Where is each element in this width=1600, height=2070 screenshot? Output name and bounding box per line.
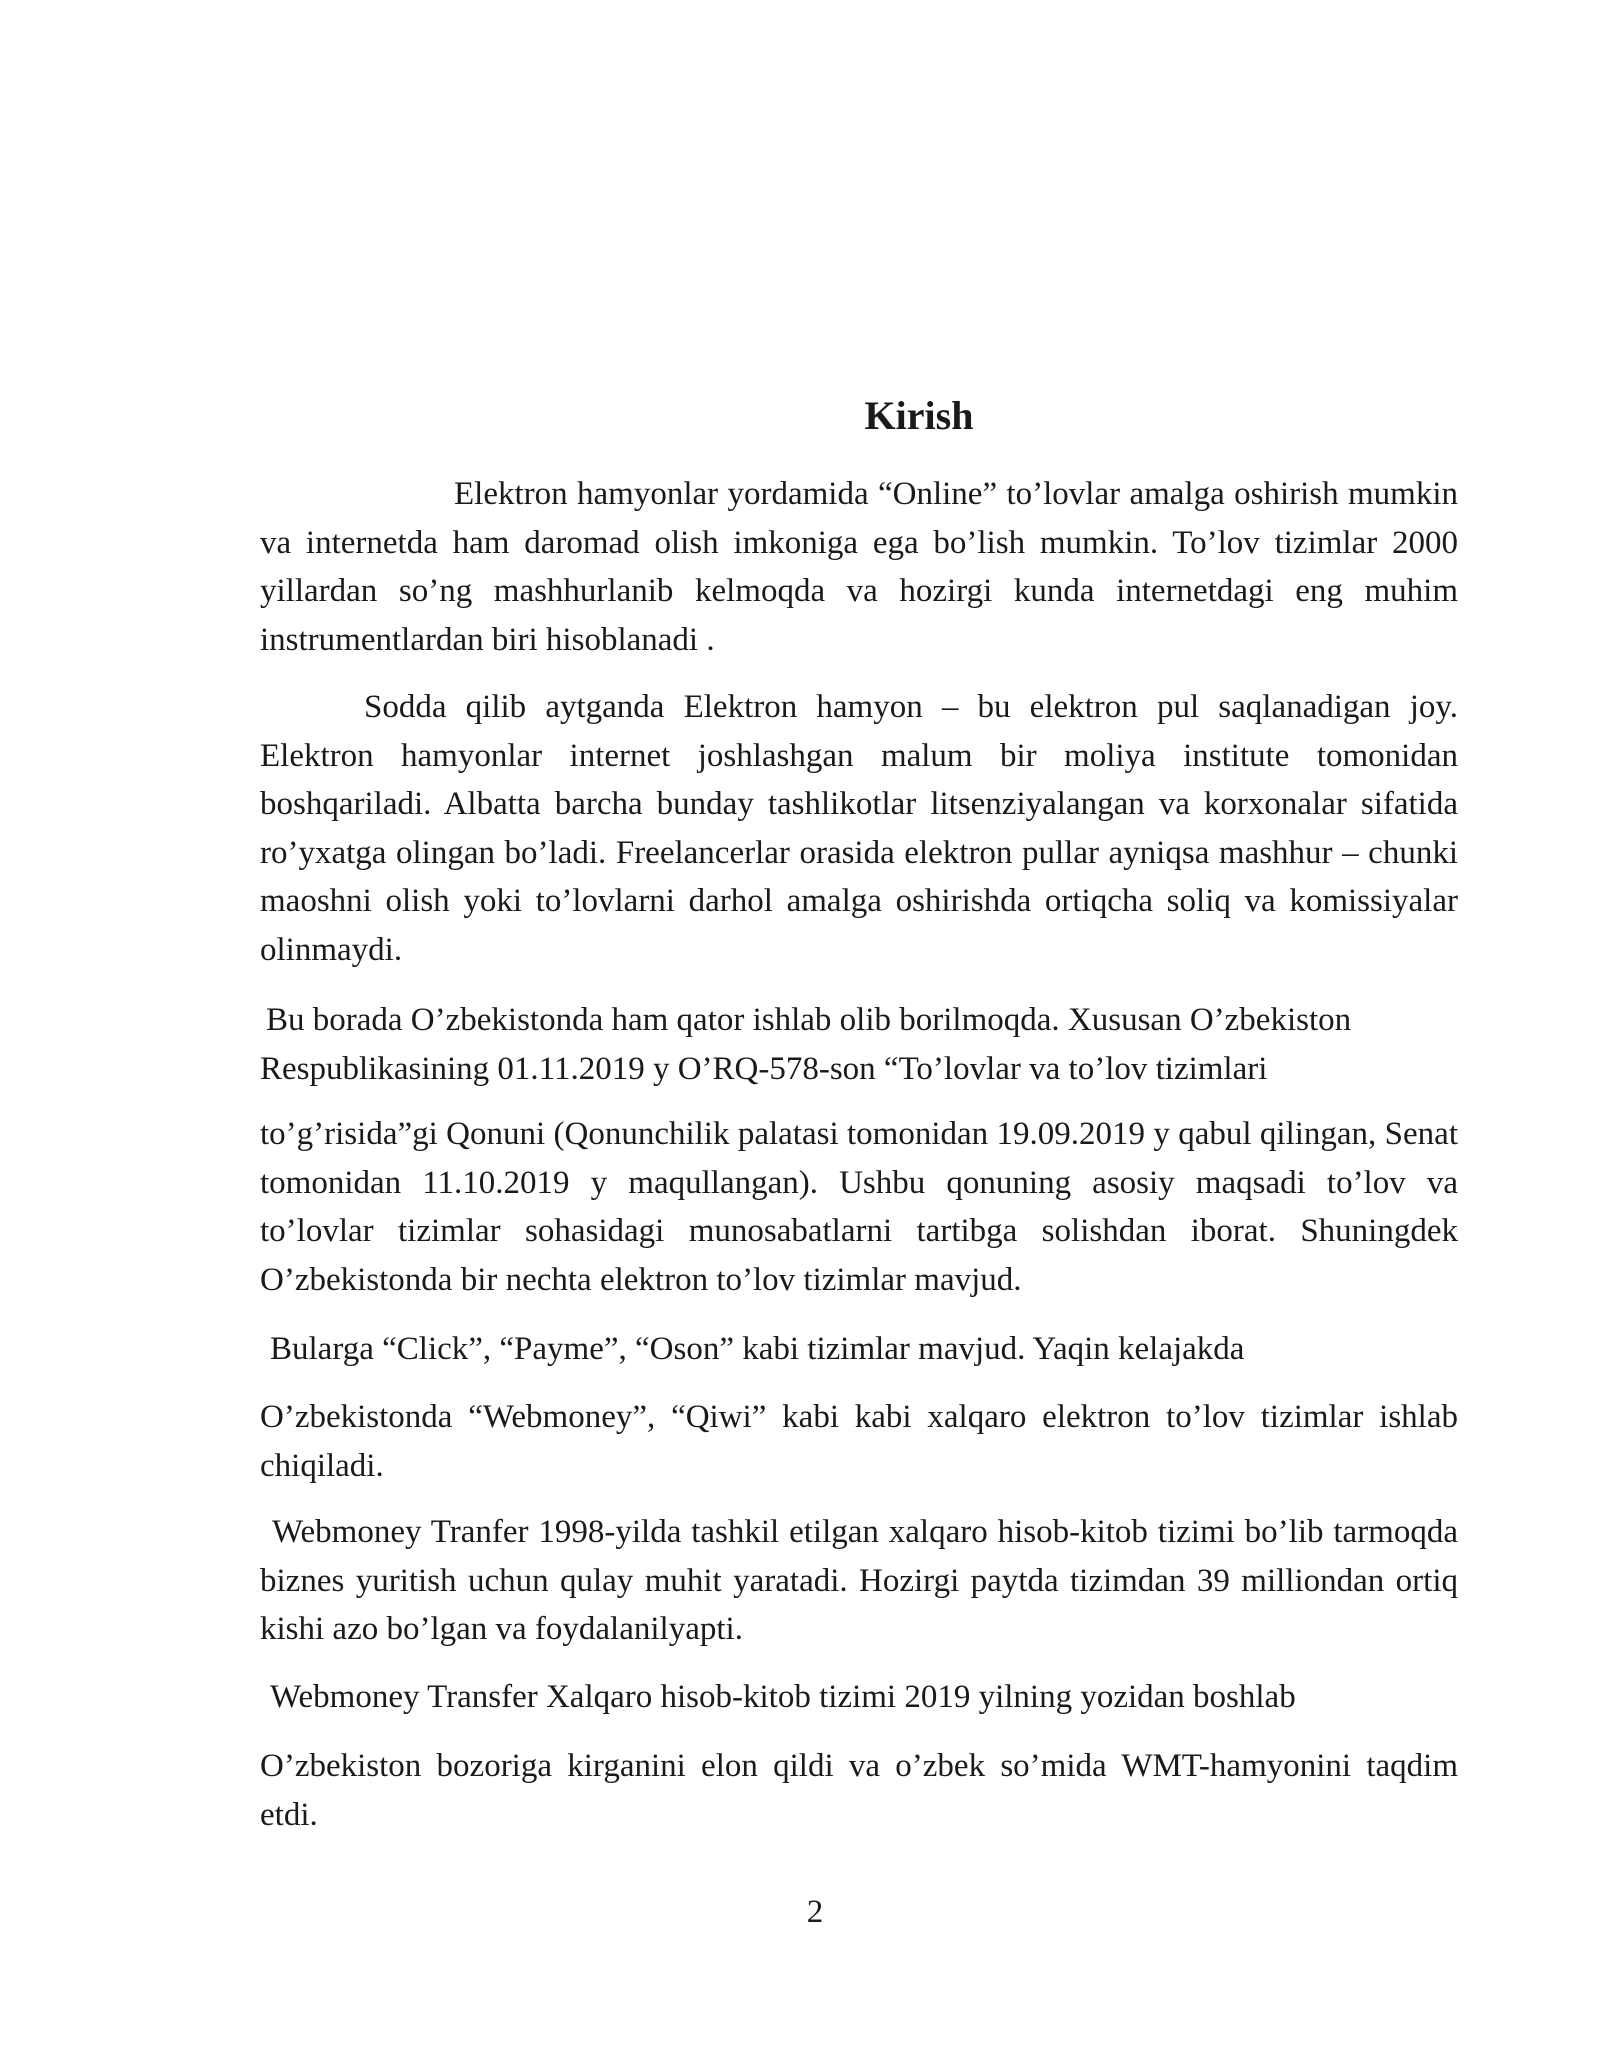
paragraph-webmoney-history: Webmoney Tranfer 1998-yilda tashkil etilgan xalqaro hisob-kitob tizimi bo’lib tarmoqda biznes yuritish uchun qulay muhit yaratadi. Hozirgi paytda tizimdan 39 milliondan ortiq kishi azo bo’lgan va foydalanilyapti. — [260, 1514, 1458, 1647]
paragraph-webmoney-uzbekistan-continued: O’zbekiston bozoriga kirganini elon qildi va o’zbek so’mida WMT-hamyonini taqdim etdi. — [260, 1748, 1458, 1833]
paragraph-intro: Elektron hamyonlar yordamida “Online” to’lovlar amalga oshirish mumkin va internetda ham daromad olish imkoniga ega bo’lish mumkin. To’lov tizimlar 2000 yillardan so’ng mashhurlanib kelmoqda va hozirgi kunda internetdagi eng muhim instrumentlardan biri hisoblanadi . — [260, 476, 1458, 658]
paragraph-uzbekistan-law-continued: to’g’risida”gi Qonuni (Qonunchilik palatasi tomonidan 19.09.2019 y qabul qilingan, Senat tomonidan 11.10.2019 y maqullangan). Ushbu qonuning asosiy maqsadi to’lov va to’lovlar tizimlar sohasidagi munosabatlarni tartibga solishdan iborat. Shuningdek O’zbekistonda bir nechta elektron to’lov tizimlar mavjud. — [260, 1116, 1458, 1298]
page-title: Kirish — [864, 393, 974, 438]
paragraph-webmoney-uzbekistan-start: Webmoney Transfer Xalqaro hisob-kitob tizimi 2019 yilning yozidan boshlab — [270, 1679, 1296, 1715]
paragraph-uzbekistan-law-start: Bu borada O’zbekistonda ham qator ishlab olib borilmoqda. Xususan O’zbekiston Respublikasining 01.11.2019 y O’RQ-578-son “To’lovlar va to’lov tizimlari — [260, 1002, 1352, 1087]
paragraph-local-systems: Bularga “Click”, “Payme”, “Oson” kabi tizimlar mavjud. Yaqin kelajakda — [270, 1331, 1245, 1367]
paragraph-international-systems: O’zbekistonda “Webmoney”, “Qiwi” kabi kabi xalqaro elektron to’lov tizimlar ishlab chiqiladi. — [260, 1399, 1458, 1484]
page-number: 2 — [806, 1894, 824, 1930]
paragraph-definition: Sodda qilib aytganda Elektron hamyon – bu elektron pul saqlanadigan joy. Elektron hamyonlar internet joshlashgan malum bir moliya institute tomonidan boshqariladi. Albatta barcha bunday tashlikotlar litsenziyalangan va korxonalar sifatida ro’yxatga olingan bo’ladi. Freelancerlar orasida elektron pullar ayniqsa mashhur – chunki maoshni olish yoki to’lovlarni darhol amalga oshirishda ortiqcha soliq va komissiyalar olinmaydi. — [260, 689, 1458, 968]
